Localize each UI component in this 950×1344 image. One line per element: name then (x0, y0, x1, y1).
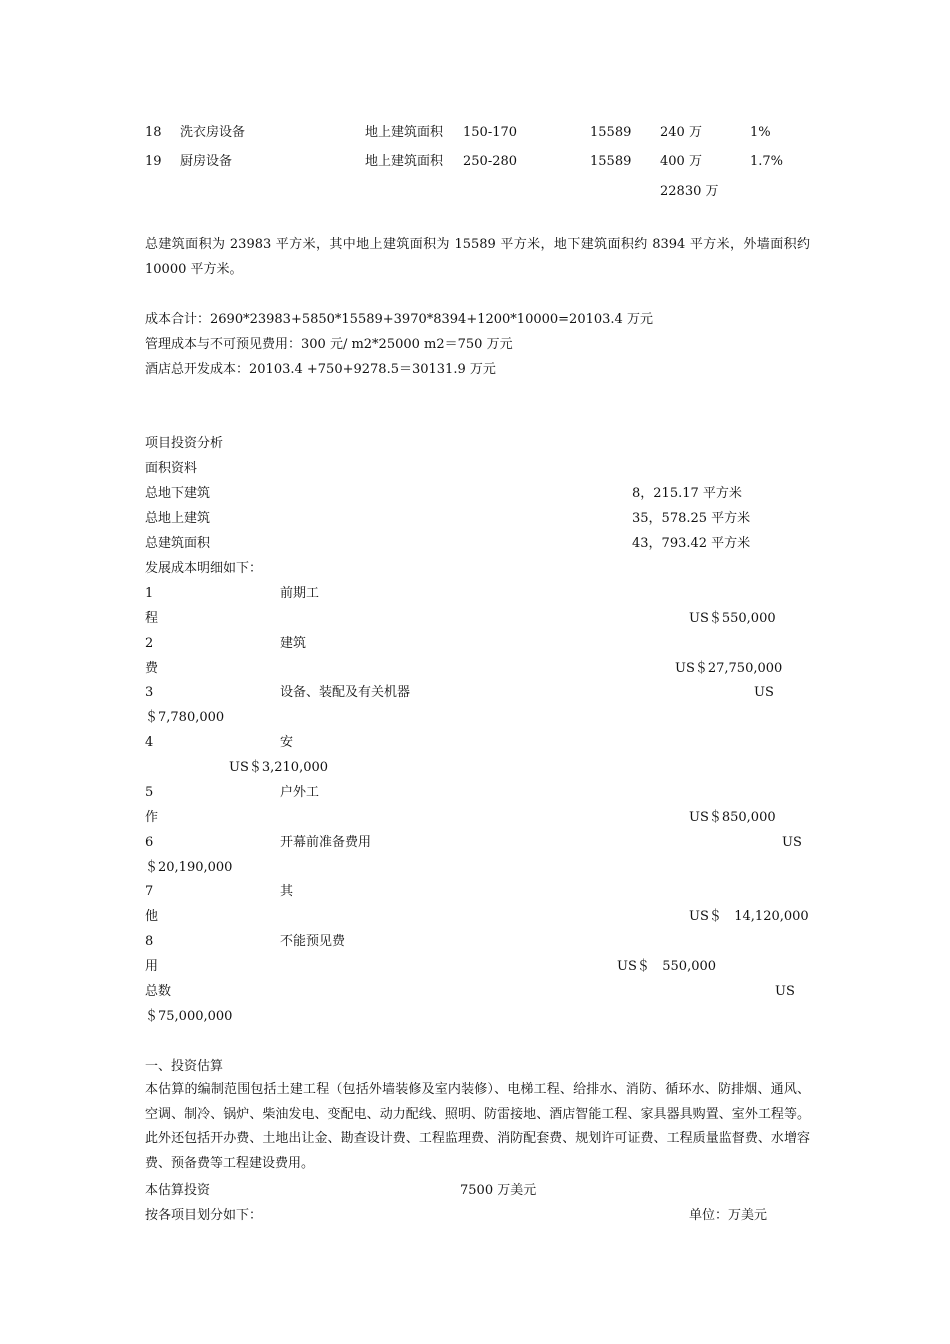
cost-item-amount: US＄ 14,120,000 (689, 909, 809, 924)
row-basis: 地上建筑面积 (365, 125, 444, 140)
cost-item-label-wrap: 他 (145, 909, 159, 924)
cost-item-amount: ＄7,780,000 (145, 710, 225, 725)
row-percent: 1% (750, 125, 771, 140)
cost-item-label-wrap: 用 (145, 959, 159, 974)
total-amount: ＄75,000,000 (145, 1009, 233, 1024)
row-number: 18 (145, 125, 162, 140)
cost-item-amount: ＄20,190,000 (145, 860, 233, 875)
cost-item-amount: US＄550,000 (689, 611, 776, 626)
area-value: 8，215.17 平方米 (632, 486, 742, 501)
cost-item-number: 6 (145, 835, 154, 850)
cost-item-label: 不能预见费 (280, 934, 346, 949)
invest-value: 7500 万美元 (460, 1183, 537, 1198)
section-body: 本估算的编制范围包括土建工程（包括外墙装修及室内装修）、电梯工程、给排水、消防、循环水、防排烟、通风、空调、制冷、锅炉、柴油发电、变配电、动力配线、照明、防雷接地、酒店智能工程、家具器具购置、室外工程等。此外还包括开办费、土地出让金、勘查设计费、工程监理费、消防配套费、规划许可证费、工程质量监督费、水增容费、预备费等工程建设费用。 (145, 1082, 810, 1171)
cost-item-amount-prefix: US (782, 835, 802, 850)
row-percent: 1.7% (750, 154, 784, 169)
cost-item-label-wrap: 费 (145, 661, 159, 676)
cost-item-label: 前期工 (280, 586, 320, 601)
row-item: 厨房设备 (180, 154, 233, 169)
area-value: 35，578.25 平方米 (632, 511, 751, 526)
unit-label: 单位：万美元 (689, 1208, 768, 1223)
row-rate: 250-280 (463, 154, 518, 169)
area-heading: 面积资料 (145, 461, 198, 476)
cost-item-number: 4 (145, 735, 154, 750)
row-area: 15589 (590, 154, 632, 169)
area-note: 总建筑面积为 23983 平方米，其中地上建筑面积为 15589 平方米，地下建筑面积约 8394 平方米，外墙面积约 10000 平方米。 (145, 237, 810, 277)
cost-total-line: 成本合计：2690*23983+5850*15589+3970*8394+1200*10000=20103.4 万元 (145, 312, 653, 327)
detail-heading: 发展成本明细如下： (145, 561, 263, 576)
row-amount: 240 万 (660, 125, 702, 140)
area-value: 43，793.42 平方米 (632, 536, 751, 551)
cost-item-label: 安 (280, 735, 294, 750)
cost-item-number: 2 (145, 636, 154, 651)
row-basis: 地上建筑面积 (365, 154, 444, 169)
section-heading: 一、投资估算 (145, 1059, 224, 1074)
cost-item-amount: US＄3,210,000 (229, 760, 329, 775)
area-label: 总地上建筑 (145, 511, 211, 526)
cost-item-amount: US＄27,750,000 (675, 661, 783, 676)
cost-item-label: 设备、装配及有关机器 (280, 685, 411, 700)
hotel-cost-line: 酒店总开发成本：20103.4 +750+9278.5＝30131.9 万元 (145, 362, 496, 377)
row-area: 15589 (590, 125, 632, 140)
cost-item-number: 1 (145, 586, 154, 601)
cost-item-label: 建筑 (280, 636, 307, 651)
area-label: 总地下建筑 (145, 486, 211, 501)
analysis-heading: 项目投资分析 (145, 436, 224, 451)
cost-item-number: 8 (145, 934, 154, 949)
cost-item-number: 7 (145, 884, 154, 899)
invest-label: 本估算投资 (145, 1183, 211, 1198)
cost-item-amount: US＄ 550,000 (617, 959, 717, 974)
total-amount-prefix: US (775, 984, 795, 999)
total-label: 总数 (145, 984, 172, 999)
row-number: 19 (145, 154, 162, 169)
row-amount: 400 万 (660, 154, 702, 169)
cost-item-number: 3 (145, 685, 154, 700)
cost-item-label-wrap: 作 (145, 810, 159, 825)
row-item: 洗衣房设备 (180, 125, 246, 140)
cost-item-amount: US＄850,000 (689, 810, 776, 825)
cost-item-label: 开幕前准备费用 (280, 835, 372, 850)
cost-item-label: 其 (280, 884, 294, 899)
management-cost-line: 管理成本与不可预见费用：300 元/ m2*25000 m2＝750 万元 (145, 337, 513, 352)
cost-item-number: 5 (145, 785, 154, 800)
area-label: 总建筑面积 (145, 536, 211, 551)
row-rate: 150-170 (463, 125, 518, 140)
cost-item-label-wrap: 程 (145, 611, 159, 626)
cost-item-label: 户外工 (280, 785, 320, 800)
cost-item-amount-prefix: US (754, 685, 774, 700)
split-label: 按各项目划分如下： (145, 1208, 263, 1223)
table-total: 22830 万 (660, 184, 719, 199)
